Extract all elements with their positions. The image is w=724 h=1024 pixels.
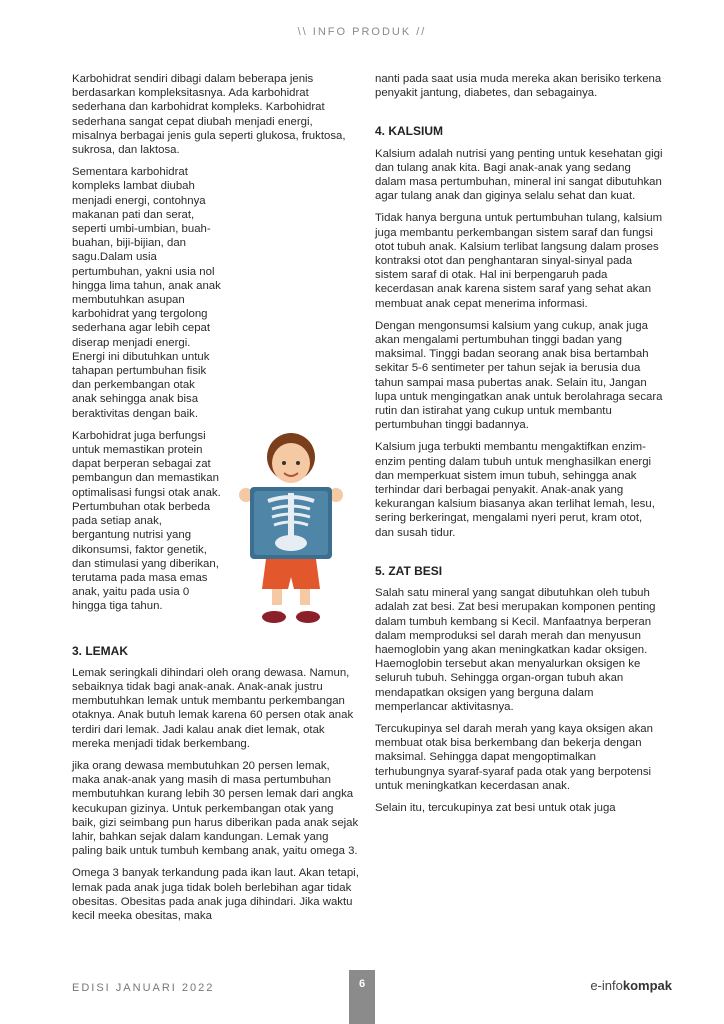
paragraph: Tidak hanya berguna untuk pertumbuhan tulang, kalsium juga membantu perkembangan sistem saraf dan fungsi otot tubuh anak. Kalsium terlibat langsung dalam proses kontraksi otot dan penghantaran sinyal-sinyal pada sistem saraf di otak. Hal ini berpengaruh pada kecerdasan anak karena sistem saraf yang sehat akan membuat anak cepat menerima informasi.: [375, 212, 663, 310]
paragraph: Kalsium juga terbukti membantu mengaktifkan enzim-enzim penting dalam tubuh untuk menghasilkan energi dan memperkuat sistem imun tubuh, sehingga anak terhindar dari berbagai penyakit. Anak-anak yang kekurangan kalsium biasanya akan terlihat lemah, lesu, sering berkeringat, mengalami nyeri perut, kram otot, dan susah tidur.: [375, 441, 655, 539]
brand-logo: [590, 978, 672, 993]
paragraph: Salah satu mineral yang sangat dibutuhkan oleh tubuh adalah zat besi. Zat besi merupakan komponen penting dalam tumbuh kembang si Kecil. Manfaatnya berperan dalam memproduksi sel darah merah dan menyusun haemoglobin yang akan meningkatkan kadar oksigen. Haemoglobin tersebut akan menyalurkan oksigen ke seluruh tubuh. Sehingga organ-organ tubuh akan mendapatkan oksigen yang berguna dalam memperlancar aktivitasnya.: [375, 587, 656, 713]
paragraph: Lemak seringkali dihindari oleh orang dewasa. Namun, sebaiknya tidak bagi anak-anak. Anak-anak justru membutuhkan lemak untuk membantu perkembangan otaknya. Anak butuh lemak karena 60 persen otak anak terdiri dari lemak. Jadi kalau anak diet lemak, otak mereka menjadi tidak berkembang.: [72, 666, 354, 750]
page-number: 6: [349, 970, 375, 1024]
paragraph: Selain itu, tercukupinya zat besi untuk otak juga: [375, 801, 616, 814]
section-heading-kalsium: 4. KALSIUM: [375, 124, 444, 139]
paragraph: nanti pada saat usia muda mereka akan berisiko terkena penyakit jantung, diabetes, dan sebagainya.: [375, 73, 662, 100]
edition-label: EDISI JANUARI 2022: [72, 982, 215, 994]
right-column: [375, 72, 663, 823]
brand-bold: kompak: [622, 978, 672, 993]
paragraph: Sementara karbohidrat kompleks lambat diubah menjadi energi, contohnya makanan pati dan serat, seperti umbi-umbian, buah-buahan, biji-bijian, dan sagu.Dalam usia pertumbuhan, yakni usia nol hingga lima tahun, anak anak membutuhkan asupan karbohidrat yang tergolong sederhana agar lebih cepat diserap menjadi energi. Energi ini dibutuhkan untuk tahapan pertumbuhan fisik dan perkembangan otak anak sehingga anak bisa beraktivitas dengan baik.: [72, 166, 221, 420]
section-heading-lemak: 3. LEMAK: [72, 643, 129, 658]
section-header: \\ INFO PRODUK //: [297, 26, 427, 38]
paragraph: Omega 3 banyak terkandung pada ikan laut. Akan tetapi, lemak pada anak juga tidak boleh berlebihan agar tidak obesitas. Obesitas pada anak juga dihindari. Jika waktu kecil meeka obesitas, maka: [72, 867, 359, 922]
brand-prefix: e-info: [590, 978, 623, 993]
paragraph: Kalsium adalah nutrisi yang penting untuk kesehatan gigi dan tulang anak kita. Bagi anak-anak yang sedang dalam masa pertumbuhan, mineral ini sangat dibutuhkan agar tulang anak dan giginya selalu sehat dan kuat.: [375, 147, 663, 203]
paragraph: Karbohidrat juga berfungsi untuk memastikan protein dapat berperan sebagai zat pembangun dan memastikan optimalisasi fungsi otak anak. Pertumbuhan otak berbeda pada setiap anak, bergantung nutrisi yang dikonsumsi, faktor genetik, dan stimulasi yang diberikan, terutama pada masa emas anak, yaitu pada usia 0 hingga tiga tahun.: [72, 429, 221, 613]
paragraph: Karbohidrat sendiri dibagi dalam beberapa jenis berdasarkan kompleksitasnya. Ada karbohidrat sederhana dan karbohidrat kompleks. Karbohidrat sederhana sangat cepat diubah menjadi energi, misalnya berbagai jenis gula seperti glukosa, fruktosa, sukrosa, dan laktosa.: [72, 73, 346, 157]
figure-wrap: [72, 429, 360, 614]
section-heading-zat-besi: 5. ZAT BESI: [375, 563, 443, 578]
paragraph: jika orang dewasa membutuhkan 20 persen lemak, maka anak-anak yang masih di masa pertumbuhan membutuhkan kurang lebih 30 persen lemak dari angka kecukupan gizinya. Untuk perkembangan otak yang baik, gizi seimbang pun harus diberikan pada anak sejak lahir, bahkan sejak dalam kandungan. Lemak yang paling baik untuk tumbuh kembang anak, yaitu omega 3.: [72, 759, 359, 858]
left-column: [72, 72, 360, 931]
paragraph: Dengan mengonsumsi kalsium yang cukup, anak juga akan mengalami pertumbuhan tinggi badan yang maksimal. Tinggi badan seorang anak bisa bertambah sekitar 5-6 sentimeter per tahun sejak ia berusia dua tahun sampai masa pubertas anak. Selain itu, Jangan lupa untuk mengingatkan anak untuk berolahraga secara rutin dan istirahat yang cukup untuk membantu pertumbuhan tinggi badannya.: [375, 319, 663, 432]
paragraph: Tercukupinya sel darah merah yang kaya oksigen akan membuat otak bisa berkembang dan bekerja dengan maksimal. Sehingga dapat mengoptimalkan terhubungnya syaraf-syaraf pada otak yang berpotensi untuk meningkatkan kecerdasan anak.: [375, 722, 653, 792]
child-xray-illustration-icon: [232, 429, 350, 629]
